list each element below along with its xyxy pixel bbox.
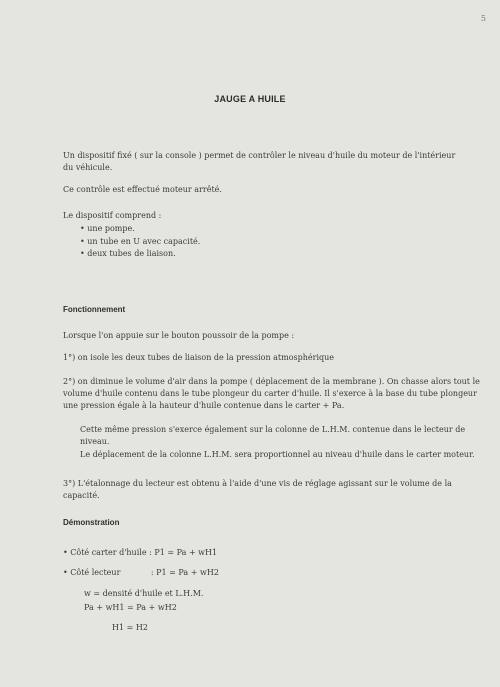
section-heading-fonctionnement: Fonctionnement — [63, 305, 126, 314]
fonctionnement-lead: Lorsque l'on appuie sur le bouton poussoir de la pompe : — [63, 331, 295, 340]
demonstration-line-1: • Côté carter d'huile : P1 = Pa + wH1 — [63, 548, 218, 557]
intro-list-item: • deux tubes de liaison. — [80, 249, 176, 258]
intro-paragraph-3: Le dispositif comprend : — [63, 211, 162, 220]
demonstration-line-5: H1 = H2 — [112, 623, 148, 632]
document-title: JAUGE A HUILE — [214, 94, 286, 104]
demonstration-line-2: • Côté lecteur : P1 = Pa + wH2 — [63, 568, 219, 577]
fonctionnement-step-1: 1°) on isole les deux tubes de liaison de la pression atmosphérique — [63, 353, 335, 362]
intro-paragraph-2: Ce contrôle est effectué moteur arrêté. — [63, 185, 222, 194]
fonctionnement-step-3: 3°) L'étalonnage du lecteur est obtenu à l'aide d'une vis de réglage agissant sur le volume de la capacité. — [63, 479, 452, 500]
demonstration-line-4: Pa + wH1 = Pa + wH2 — [84, 603, 177, 612]
intro-list-item: • une pompe. — [80, 224, 135, 233]
intro-paragraph-1: Un dispositif fixé ( sur la console ) permet de contrôler le niveau d'huile du moteur de l'intérieur du véhicule. — [63, 151, 456, 172]
page-mark: 5 — [480, 14, 486, 23]
intro-list-item: • un tube en U avec capacité. — [80, 237, 201, 246]
demonstration-line-3: w = densité d'huile et L.H.M. — [84, 589, 204, 598]
fonctionnement-paragraph-b: Le déplacement de la colonne L.H.M. sera proportionnel au niveau d'huile dans le carter moteur. — [80, 450, 475, 459]
fonctionnement-step-2: 2°) on diminue le volume d'air dans la pompe ( déplacement de la membrane ). On chasse alors tout le volume d'huile contenu dans le tube plongeur du carter d'huile. Il s'exerce à la base du tube plongeur une pression égale à la hauteur d'huile contenue dans le carter + Pa. — [63, 377, 480, 410]
section-heading-demonstration: Démonstration — [63, 518, 120, 527]
fonctionnement-paragraph-a: Cette même pression s'exerce également sur la colonne de L.H.M. contenue dans le lecteur de niveau. — [80, 425, 466, 446]
